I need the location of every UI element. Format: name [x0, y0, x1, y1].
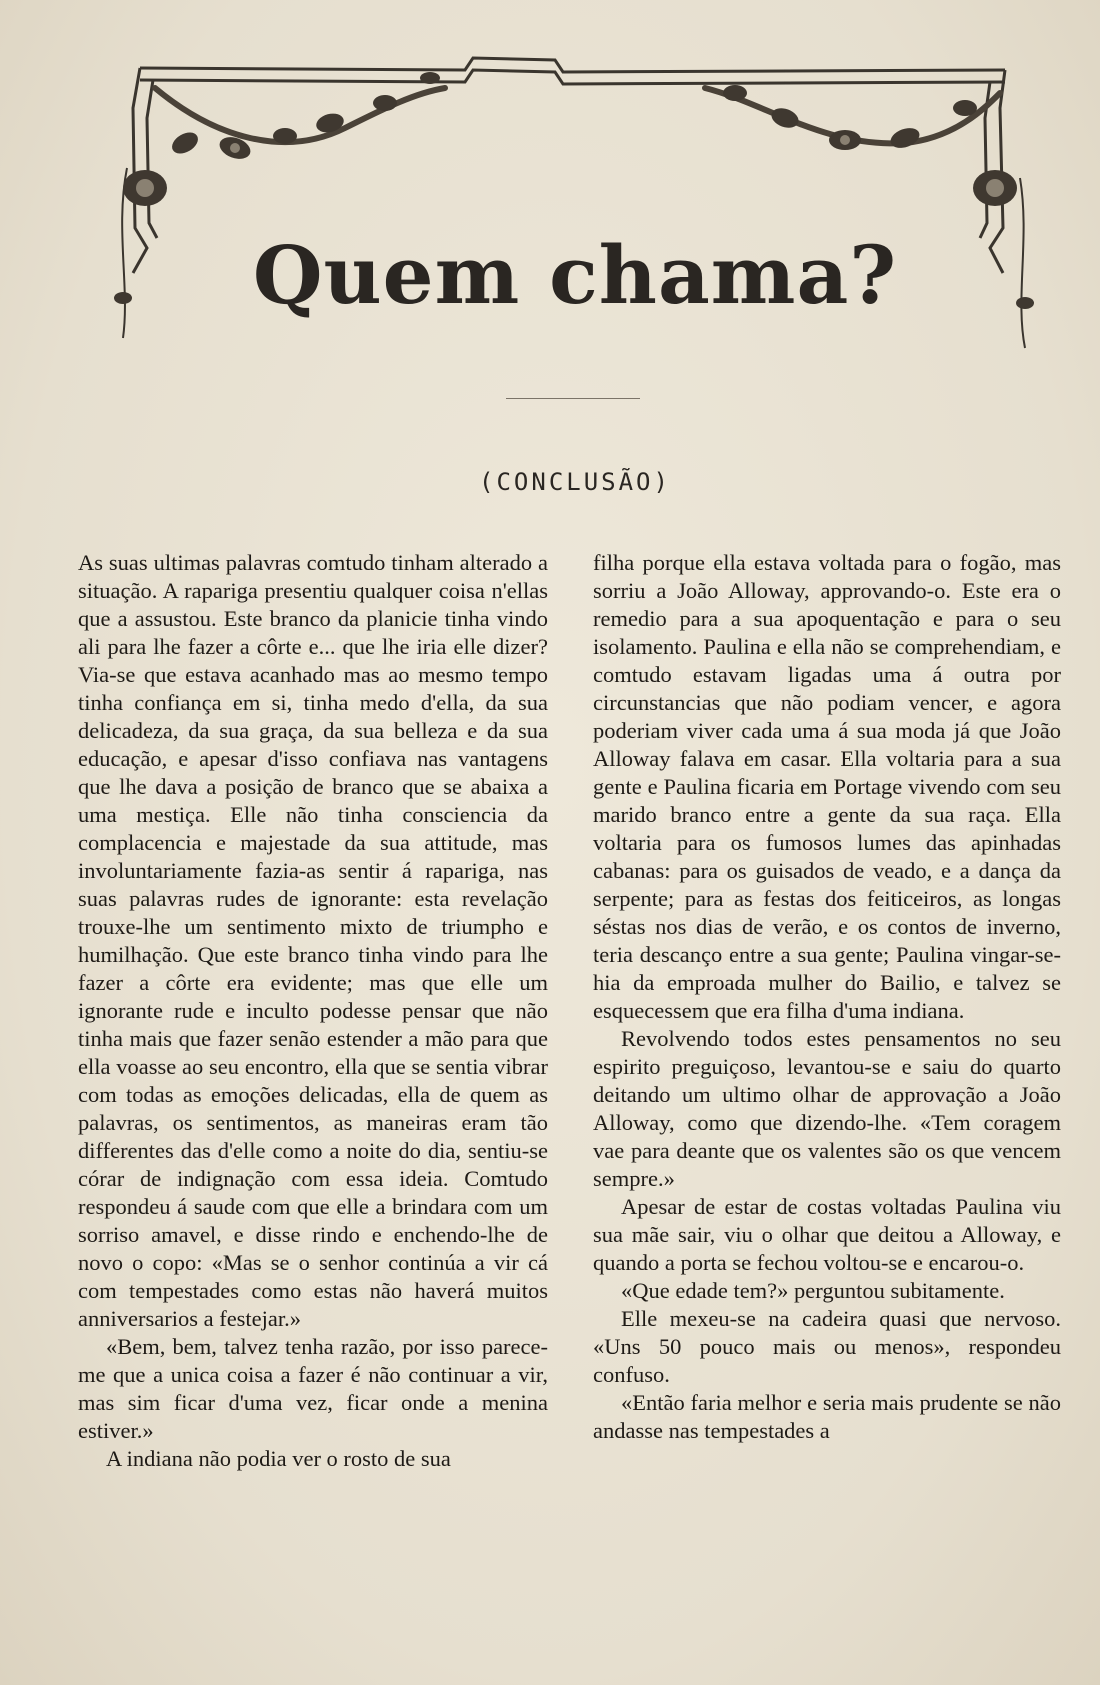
- text-column-left: [78, 549, 548, 1473]
- article-title: Quem chama?: [252, 228, 898, 322]
- paragraph: «Então faria melhor e seria mais prudente se não andasse nas tempestades a: [593, 1390, 1061, 1443]
- paragraph: filha porque ella estava voltada para o fogão, mas sorriu a João Alloway, approvando-o. Este era o remedio para a sua apoquentação e para o seu isolamento. Paulina e ella não se comprehendiam, e comtudo estavam ligadas uma á outra por circunstancias que não podiam vencer, e agora poderiam viver cada uma á sua moda já que João Alloway falava em casar. Ella voltaria para a sua gente e Paulina ficaria em Portage vivendo com seu marido branco entre a gente da sua raça. Ella voltaria para os fumosos lumes das apinhadas cabanas: para os guisados de veado, e a dança da serpente; para as festas dos feiticeiros, as longas séstas nos dias de verão, e os contos de inverno, teria descanço entre a sua gente; Paulina vingar-se-hia da emproada mulher do Bailio, e talvez se esquecessem que era filha d'uma indiana.: [593, 550, 1061, 1023]
- paragraph: «Que edade tem?» perguntou subitamente.: [621, 1278, 1005, 1303]
- paragraph: As suas ultimas palavras comtudo tinham alterado a situação. A rapariga presentiu qualquer coisa n'ellas que a assustou. Este branco da planicie tinha vindo ali para lhe fazer a côrte e... que lhe iria elle dizer? Via-se que estava acanhado mas ao mesmo tempo tinha confiança em si, tinha medo d'ella, da sua delicadeza, da sua graça, da sua belleza e da sua educação, e apesar d'isso confiava nas vantagens que lhe dava a posição de branco que se abaixa a uma mestiça. Elle não tinha consciencia da complacencia e majestade da sua attitude, mas involuntariamente fazia-as sentir á rapariga, nas suas palavras rudes de ignorante: esta revelação trouxe-lhe um sentimento mixto de triumpho e humilhação. Que este branco tinha vindo para lhe fazer a côrte era evidente; mas que elle um ignorante rude e inculto podesse pensar que não tinha mais que fazer senão estender a mão para que ella voasse ao seu encontro, ella que se sentia vibrar com todas as emoções delicadas, ella de quem as palavras, os sentimentos, as maneiras eram tão differentes das d'elle como a noite do dia, sentiu-se córar de indignação com essa ideia. Comtudo respondeu á saude com que elle a brindara com um sorriso amavel, e disse rindo e enchendo-lhe de novo o copo: «Mas se o senhor continúa a vir cá com tempestades como estas não haverá muitos anniversarios a festejar.»: [78, 550, 548, 1331]
- paragraph: Apesar de estar de costas voltadas Paulina viu sua mãe sair, viu o olhar que deitou a Alloway, e quando a porta se fechou voltou-se e encarou-o.: [593, 1194, 1061, 1275]
- article-subtitle: (CONCLUSÃO): [479, 468, 671, 496]
- paragraph: A indiana não podia ver o rosto de sua: [106, 1446, 451, 1471]
- paragraph: Revolvendo todos estes pensamentos no seu espirito preguiçoso, levantou-se e saiu do quarto deitando um ultimo olhar de approvação a João Alloway, como que dizendo-lhe. «Tem coragem vae para deante que os valentes são os que vencem sempre.»: [593, 1026, 1061, 1191]
- text-column-right: [593, 549, 1061, 1445]
- paragraph: «Bem, bem, talvez tenha razão, por isso parece-me que a unica coisa a fazer é não continuar a vir, mas sim ficar d'uma vez, ficar onde a menina estiver.»: [78, 1334, 548, 1443]
- paragraph: Elle mexeu-se na cadeira quasi que nervoso. «Uns 50 pouco mais ou menos», respondeu confuso.: [593, 1306, 1061, 1387]
- title-divider: [506, 398, 640, 399]
- floral-frame-ornament: [85, 48, 1060, 393]
